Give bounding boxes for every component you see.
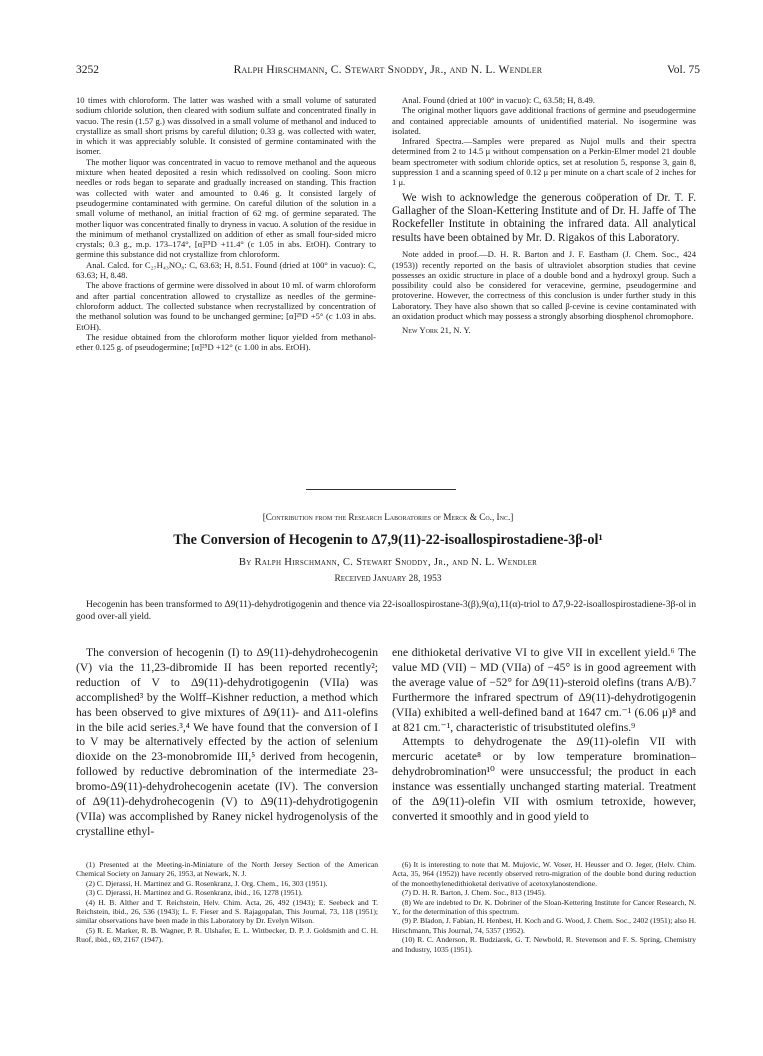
analysis-paragraph: Anal. Found (dried at 100° in vacuo): C, 63.58; H, 8.49. — [402, 95, 595, 105]
running-head-authors: Ralph Hirschmann, C. Stewart Snoddy, Jr., and N. L. Wendler — [233, 64, 543, 76]
footnote: (3) C. Djerassi, H. Martinez and G. Rosenkranz, ibid., 16, 1278 (1951). — [86, 888, 303, 898]
received-date: Received January 28, 1953 — [334, 574, 442, 584]
footnotes-left — [76, 860, 378, 945]
body-paragraph: The conversion of hecogenin (I) to Δ9(11)-dehydrohecogenin (V) via the 11,23-dibromide II has been reported recently²; reduction of V to Δ9(11)-dehydrotigogenin (VIIa) was accomplished³ by the Wolff–Kishner reduction, a method which has been observed to give mixtures of Δ9(11)- and Δ11-olefins in the bile acid series.³,⁴ We have found that the conversion of I to V may be alternatively effected by the action of selenium dioxide on the 23-monobromide III,⁵ derived from hecogenin, followed by reductive debromination of the intermediate 23-bromo-Δ9(11)-dehydrohecogenin acetate (IV). The conversion of Δ9(11)-dehydrohecogenin (V) to Δ9(11)-dehydrotigogenin (VIIa) was accomplished by Raney nickel hydrogenolysis of the crystalline ethyl- — [76, 646, 378, 838]
body-right-column — [392, 646, 696, 825]
footnotes-right — [392, 860, 696, 954]
article-title: The Conversion of Hecogenin to Δ7,9(11)-22-isoallospirostadiene-3β-ol¹ — [173, 532, 603, 548]
footnote: (2) C. Djerassi, H. Martinez and G. Rosenkranz, J. Org. Chem., 16, 303 (1951). — [86, 878, 328, 888]
prev-article-left-column — [76, 95, 376, 352]
paragraph: The above fractions of germine were dissolved in about 10 ml. of warm chloroform and after partial concentration allowed to crystallize as needles of the germine-chloroform adduct. The collected substance when recrystallized by concentration of the methanol solution was found to be unchanged germine; [α]²⁵D +5° (c 1.03 in abs. EtOH). — [76, 280, 376, 332]
footnote: (6) It is interesting to note that M. Mujovic, W. Voser, H. Heusser and O. Jeger, (Helv. Chim. Acta, 35, 964 (1952)) have recently observed retro-migration of the double bond during reduction of the monoethylenedithioketal derivative of acetoxylanostendione. — [392, 860, 696, 888]
note-added-in-proof: Note added in proof.—D. H. R. Barton and J. F. Eastham (J. Chem. Soc., 424 (1953)) recently reported on the basis of ultraviolet absorption studies that cevine possesses an oxidic structure in place of a double bond and a hydroxyl group. Such a possibility could also be considered for veracevine, germine, pseudogermine and protoverine. However, the correctness of this conclusion is under further study in this Laboratory. They have also shown that so called β-cevine is cevine contaminated with an oxidation product which may possess a strongly absorbing diosphenol chromophore. — [392, 249, 696, 322]
prev-article-right-column — [392, 95, 696, 336]
section-divider — [306, 489, 456, 490]
footnote: (1) Presented at the Meeting-in-Miniature of the North Jersey Section of the American Chemical Society on January 26, 1953, at Newark, N. J. — [76, 860, 378, 879]
footnote: (9) P. Bladon, J. Fabian, H. Henbest, H. Koch and G. Wood, J. Chem. Soc., 2402 (1951); also H. Hirschmann, This Journal, 74, 5357 (1952). — [392, 916, 696, 935]
abstract: Hecogenin has been transformed to Δ9(11)-dehydrotigogenin and thence via 22-isoallospirostane-3(β),9(α),11(α)-triol to Δ7,9-22-isoallospirostadiene-3β-ol in good over-all yield. — [76, 599, 696, 622]
byline: By Ralph Hirschmann, C. Stewart Snoddy, Jr., and N. L. Wendler — [238, 557, 538, 568]
paragraph: The original mother liquors gave additional fractions of germine and pseudogermine and contained appreciable amounts of unidentified material. No isogermine was isolated. — [392, 105, 696, 136]
body-paragraph: Attempts to dehydrogenate the Δ9(11)-olefin VII with mercuric acetate⁸ or by low temperature bromination–dehydrobromination¹⁰ were unsuccessful; the product in each instance was essentially unchanged starting material. Treatment of the Δ9(11)-olefin VII with osmium tetroxide, however, converted it smoothly and in good yield to — [392, 735, 696, 823]
analysis-paragraph: Anal. Calcd. for C₂₇H₄₃NO₈: C, 63.63; H, 8.51. Found (dried at 100° in vacuo): C, 63.63; H, 8.48. — [76, 259, 376, 281]
body-left-column — [76, 646, 378, 840]
footnote: (5) R. E. Marker, R. B. Wagner, P. R. Ulshafer, E. L. Wittbecker, D. P. J. Goldsmith and C. H. Ruof, ibid., 69, 2167 (1947). — [76, 925, 378, 945]
paragraph: The mother liquor was concentrated in vacuo to remove methanol and the aqueous mixture when heated deposited a resin which redissolved on cooling. Soon micro needles or rods began to separate and gradually increased on standing. This fraction was collected with water and amounted to 0.46 g. It consisted largely of pseudogermine contaminated with germine. On careful dilution of the solution in a small volume of methanol, an initial fraction of 62 mg. of germine separated. The mother liquor was concentrated finally to dryness in vacuo. A solution of the residue in the minimum of methanol crystallized on addition of ether as small four-sided micro crystals; 0.3 g., m.p. 173–174°, [α]²⁵D +11.4° (c 1.05 in abs. EtOH). Contrary to germine this substance did not crystallize from chloroform. — [76, 156, 376, 260]
contribution-line: [Contribution from the Research Laboratories of Merck & Co., Inc.] — [262, 512, 514, 522]
place-line: New York 21, N. Y. — [402, 325, 471, 336]
paragraph: 10 times with chloroform. The latter was washed with a small volume of saturated sodium chloride solution, then cleared with sodium sulfate and concentrated finally in vacuo. The resin (1.57 g.) was dissolved in a small volume of methanol and induced to crystallize as small short prisms by careful dilution; 0.33 g. was collected with water, in which it was appreciably soluble. It consisted of germine contaminated with the isomer. — [76, 95, 376, 157]
footnote: (10) R. C. Anderson, R. Budziarek, G. T. Newbold, R. Stevenson and F. S. Spring, Chemistry and Industry, 1035 (1951). — [392, 935, 696, 954]
footnote: (4) H. B. Alther and T. Reichstein, Helv. Chim. Acta, 26, 492 (1943); E. Seebeck and T. Reichstein, ibid., 26, 536 (1943); L. F. Fieser and S. Rajagopalan, This Journal, 73, 118 (1951); similar observations have been made in this Laboratory by Dr. Evelyn Wilson. — [76, 897, 378, 926]
body-paragraph: ene dithioketal derivative VI to give VII in excellent yield.⁶ The value MD (VII) − MD (VIIa) of −45° is in good agreement with the average value of −52° for Δ9(11)-steroid olefins (trans A/B).⁷ Furthermore the infrared spectrum of Δ9(11)-dehydrotigogenin (VIIa) exhibited a well-defined band at 1647 cm.⁻¹ (6.06 μ)⁸ and at 821 cm.⁻¹, characteristic of trisubstituted olefins.⁹ — [392, 646, 696, 734]
paragraph: The residue obtained from the chloroform mother liquor yielded from methanol-ether 0.125 g. of pseudogermine; [α]²⁵D +12° (c 1.00 in abs. EtOH). — [76, 331, 376, 353]
acknowledgment: We wish to acknowledge the generous coöperation of Dr. T. F. Gallagher of the Sloan-Kettering Institute and of Dr. H. Jaffe of The Rockefeller Institute in obtaining the infrared data. All analytical results have been obtained by Mr. D. Rigakos of this Laboratory. — [392, 191, 696, 244]
page-number: 3252 — [76, 64, 99, 76]
footnote: (7) D. H. R. Barton, J. Chem. Soc., 813 (1945). — [402, 888, 546, 898]
running-head — [76, 64, 700, 82]
infrared-paragraph: Infrared Spectra.—Samples were prepared as Nujol mulls and their spectra determined from 2 to 14.5 μ without compensation on a Perkin-Elmer model 21 double beam spectrometer with sodium chloride optics, set at resolution 5, response 3, gain 8, suppression 1 and a scanning speed of 0.12 μ per minute on a chart scale of 2 inches for 1 μ. — [392, 136, 696, 188]
volume-label: Vol. 75 — [666, 64, 700, 76]
footnote: (8) We are indebted to Dr. K. Dobriner of the Sloan-Kettering Institute for Cancer Research, N. Y., for the determination of this spectrum. — [392, 897, 696, 917]
